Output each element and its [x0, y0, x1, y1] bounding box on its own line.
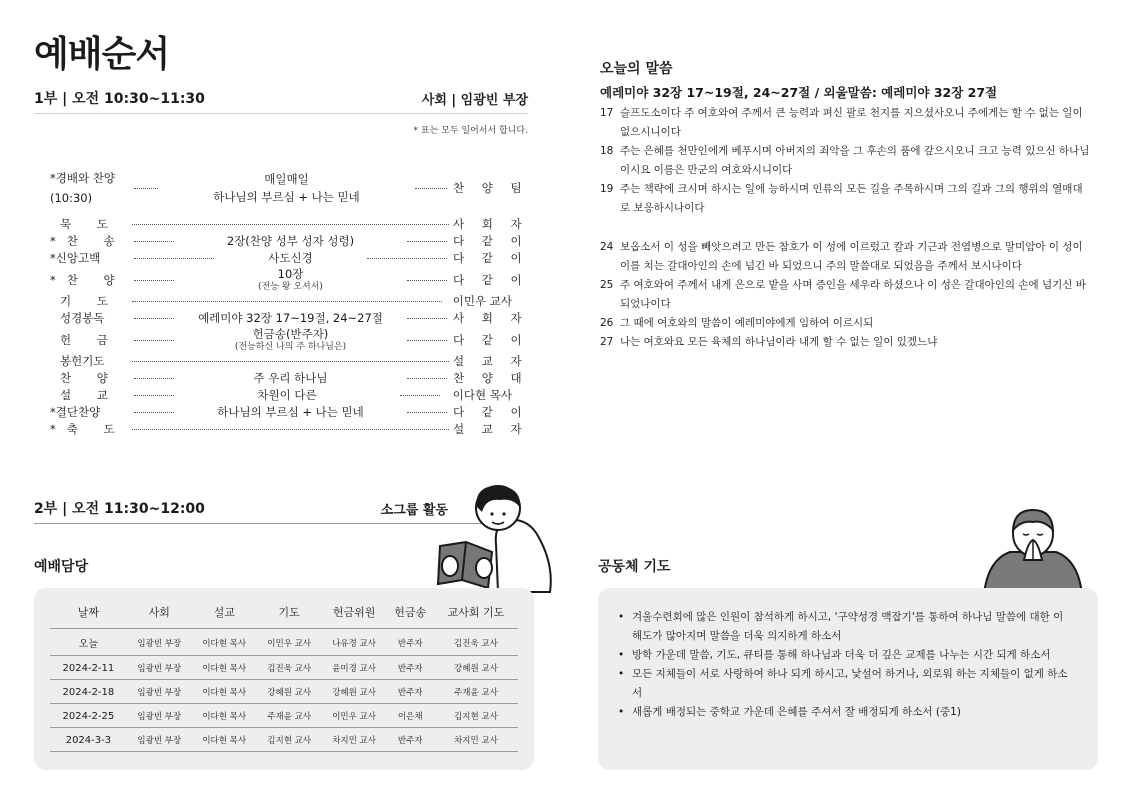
leader-dots: [407, 318, 447, 319]
order-content-sub: (전능 왕 오셔서): [258, 281, 323, 292]
table-cell: 강혜원 교사: [434, 656, 518, 680]
table-header-row: [50, 598, 518, 629]
order-content: 사도신경: [268, 251, 313, 266]
table-cell: 임광빈 부장: [127, 704, 192, 728]
order-label: 설 교: [60, 388, 119, 403]
leader-dots: [134, 412, 174, 413]
table-row: [50, 656, 518, 680]
order-row: [50, 267, 529, 293]
prayer-box: [598, 588, 1098, 770]
prayer-list: [618, 608, 1070, 722]
verse-text: 주는 책략에 크시며 하시는 일에 능하시며 인류의 모든 길을 주목하시며 그의 길과 그의 행위의 열매대로 보응하시나이다: [620, 183, 1083, 214]
prayer-item: • 겨울수련회에 많은 인원이 참석하게 하시고, '구약성경 맥잡기'를 통하여 하나님 말씀에 대한 이해도가 많아지며 말씀을 더욱 의지하게 하소서: [618, 608, 1070, 646]
scripture-reference: 예레미야 32장 17~19절, 24~27절 / 외울말씀: 예레미야 32장 27절: [600, 85, 998, 100]
table-row: [50, 728, 518, 752]
order-label: *축 도: [50, 422, 126, 437]
worship-order: [50, 168, 529, 438]
cell-date: 2024-3-3: [50, 728, 127, 752]
table-cell: 이다현 목사: [192, 680, 257, 704]
order-content: 10장: [277, 267, 304, 282]
order-row: [50, 421, 529, 438]
leader-dots: [132, 224, 449, 225]
table-cell: 주재윤 교사: [434, 680, 518, 704]
order-label: *찬 송: [50, 234, 126, 249]
order-row: [50, 293, 512, 310]
table-cell: 이은채: [387, 704, 434, 728]
order-who: 사 회 자: [453, 311, 529, 326]
table-cell: 차지민 교사: [434, 728, 518, 752]
table-cell: 주재윤 교사: [257, 704, 322, 728]
table-cell: 강혜원 교사: [257, 680, 322, 704]
order-who: 설 교 자: [453, 422, 529, 437]
table-row: [50, 629, 518, 656]
table-cell: 김진욱 교사: [257, 656, 322, 680]
table-cell: 이민우 교사: [322, 704, 387, 728]
table-cell: 차지민 교사: [322, 728, 387, 752]
order-label: 찬 양: [60, 371, 119, 386]
order-content: 하나님의 부르심 + 나는 믿네: [217, 405, 364, 420]
order-row: [50, 370, 529, 387]
order-label: *찬 양: [50, 272, 126, 287]
table-cell: 이민우 교사: [257, 629, 322, 656]
verse-text: 그 때에 여호와의 말씀이 예레미야에게 임하여 이르시되: [620, 317, 874, 329]
staff-table: [50, 598, 518, 752]
table-cell: 윤미경 교사: [322, 656, 387, 680]
leader-dots: [415, 188, 447, 189]
leader-dots: [132, 361, 449, 362]
table-cell: 임광빈 부장: [127, 728, 192, 752]
cell-date: 2024-2-11: [50, 656, 127, 680]
order-who: 이다현 목사: [452, 388, 512, 403]
order-label: *경배와 찬양: [50, 171, 115, 185]
leader-dots: [134, 378, 174, 379]
leader-dots: [134, 241, 174, 242]
order-row: [50, 353, 529, 370]
order-who: 다 같 이: [453, 234, 529, 249]
table-cell: 강혜원 교사: [322, 680, 387, 704]
table-cell: 이다현 목사: [192, 704, 257, 728]
order-row: [50, 387, 512, 404]
table-row: [50, 704, 518, 728]
order-who: 이민우 교사: [452, 294, 512, 309]
verse-text: 주는 은혜를 천만인에게 베푸시며 아버지의 죄악을 그 후손의 품에 갚으시오니 크고 능력 있으신 하나님이시요 이름은 만군의 여호와시니이다: [620, 145, 1090, 176]
order-row: [50, 250, 529, 267]
order-who: 다 같 이: [453, 405, 529, 420]
leader-dots: [367, 258, 447, 259]
prayer-item: • 모든 지체들이 서로 사랑하여 하나 되게 하시고, 낯설어 하거나, 외로워 하는 지체들이 없게 하소서: [618, 665, 1070, 703]
column-header: 기도: [257, 598, 322, 629]
cell-date: 오늘: [50, 629, 127, 656]
order-content: 차원이 다른: [257, 388, 317, 403]
order-who: 찬 양 대: [453, 371, 529, 386]
table-cell: 임광빈 부장: [127, 656, 192, 680]
order-row: [50, 327, 529, 353]
column-header: 헌금송: [387, 598, 434, 629]
verse-number: 17: [600, 107, 614, 119]
order-content: 예레미야 32장 17~19절, 24~27절: [198, 311, 383, 326]
leader-dots: [407, 280, 447, 281]
table-cell: 반주자: [387, 629, 434, 656]
order-who: 설 교 자: [453, 354, 529, 369]
part1-time: 1부 | 오전 10:30~11:30: [34, 91, 205, 107]
cell-date: 2024-2-18: [50, 680, 127, 704]
table-row: [50, 680, 518, 704]
table-cell: 김진욱 교사: [434, 629, 518, 656]
table-cell: 이다현 목사: [192, 728, 257, 752]
part1-host: 사회 | 임광빈 부장: [421, 93, 528, 108]
part2-time: 2부 | 오전 11:30~12:00: [34, 501, 205, 517]
order-row: [50, 233, 529, 250]
verse: [600, 104, 1090, 142]
order-label: *결단찬양: [50, 405, 101, 420]
verse-number: 19: [600, 183, 614, 195]
verse-text: 보옵소서 이 성을 빼앗으려고 만든 참호가 이 성에 이르렀고 칼과 기근과 전염병으로 말미암아 이 성이 이를 치는 갈대아인의 손에 넘긴 바 되었으니 주의 말씀대로 되었음을 주께서 보시나이다: [620, 241, 1083, 272]
leader-dots: [400, 395, 440, 396]
verse: [600, 238, 1090, 276]
table-cell: 김지현 교사: [434, 704, 518, 728]
column-header: 사회: [127, 598, 192, 629]
leader-dots: [407, 412, 447, 413]
verse: [600, 180, 1090, 218]
table-cell: 김지현 교사: [257, 728, 322, 752]
order-row: [50, 404, 529, 421]
leader-dots: [134, 318, 174, 319]
leader-dots: [134, 258, 214, 259]
table-cell: 반주자: [387, 656, 434, 680]
leader-dots: [132, 301, 442, 302]
verse-number: 24: [600, 241, 614, 253]
order-content: 2장(찬양 성부 성자 성령): [226, 234, 355, 249]
praying-person-illustration: [978, 504, 1088, 596]
order-who: 찬 양 팀: [453, 180, 529, 195]
order-row: [50, 168, 529, 208]
verse-number: 27: [600, 336, 614, 348]
verse-text: 나는 여호와요 모든 육체의 하나님이라 내게 할 수 없는 일이 있겠느냐: [620, 336, 938, 348]
cell-date: 2024-2-25: [50, 704, 127, 728]
order-content: 헌금송(반주자): [252, 327, 329, 342]
verse-number: 18: [600, 145, 614, 157]
order-row: [50, 216, 529, 233]
order-content: 주 우리 하나님: [253, 371, 328, 386]
part2-activity: 소그룹 활동: [380, 503, 448, 518]
order-label: *신앙고백: [50, 251, 101, 266]
verse: [600, 314, 1090, 333]
order-who: 사 회 자: [453, 217, 529, 232]
leader-dots: [132, 429, 449, 430]
order-content-2: 하나님의 부르심 + 나는 믿네: [213, 190, 360, 204]
column-header: 교사회 기도: [434, 598, 518, 629]
prayer-item: • 방학 가운데 말씀, 기도, 큐티를 통해 하나님과 더욱 더 깊은 교제를 나누는 시간 되게 하소서: [618, 646, 1070, 665]
table-cell: 이다현 목사: [192, 656, 257, 680]
table-cell: 이다현 목사: [192, 629, 257, 656]
verse: [600, 142, 1090, 180]
table-cell: 임광빈 부장: [127, 629, 192, 656]
verse: [600, 276, 1090, 314]
order-label: 기 도: [60, 294, 119, 309]
prayer-item: • 새롭게 배정되는 중학교 가운데 은혜를 주셔서 잘 배정되게 하소서 (중1): [618, 703, 1070, 722]
prayer-title: 공동체 기도: [598, 559, 671, 575]
verse-number: 26: [600, 317, 614, 329]
leader-dots: [407, 340, 447, 341]
order-who: 다 같 이: [453, 251, 529, 266]
verse-number: 25: [600, 279, 614, 291]
leader-dots: [134, 188, 158, 189]
order-who: 다 같 이: [453, 272, 529, 287]
order-label: 헌 금: [60, 332, 119, 347]
staff-title: 예배담당: [34, 559, 89, 575]
reading-person-illustration: [436, 484, 558, 596]
staff-table-box: [34, 588, 534, 770]
order-content-sub: (전능하신 나의 주 하나님은): [234, 341, 347, 352]
order-content: 매일매일: [264, 172, 309, 186]
word-title: 오늘의 말씀: [600, 61, 673, 77]
order-row: [50, 310, 529, 327]
page-title: 예배순서: [34, 34, 170, 75]
order-who: 다 같 이: [453, 332, 529, 347]
column-header: 날짜: [50, 598, 127, 629]
part1-header: [34, 88, 528, 114]
leader-dots: [134, 395, 174, 396]
leader-dots: [134, 340, 174, 341]
table-cell: 임광빈 부장: [127, 680, 192, 704]
leader-dots: [134, 280, 174, 281]
table-cell: 반주자: [387, 680, 434, 704]
order-label: 묵 도: [60, 217, 119, 232]
order-label: 봉헌기도: [60, 354, 105, 369]
table-cell: 반주자: [387, 728, 434, 752]
verse-text: 슬프도소이다 주 여호와여 주께서 큰 능력과 펴신 팔로 천지를 지으셨사오니 주에게는 할 수 없는 일이 없으시니이다: [620, 107, 1083, 138]
verse: [600, 333, 1090, 352]
scripture-verses: [600, 104, 1090, 352]
column-header: 헌금위원: [322, 598, 387, 629]
order-label-sub: (10:30): [50, 191, 93, 205]
order-label: 성경봉독: [60, 311, 105, 326]
column-header: 설교: [192, 598, 257, 629]
verse-text: 주 여호와여 주께서 내게 은으로 밭을 사며 증인을 세우라 하셨으나 이 성은 갈대아인의 손에 넘기신 바 되었나이다: [620, 279, 1086, 310]
standing-note: * 표는 모두 일어서서 합니다.: [413, 126, 528, 136]
leader-dots: [407, 241, 447, 242]
table-cell: 나유경 교사: [322, 629, 387, 656]
leader-dots: [407, 378, 447, 379]
